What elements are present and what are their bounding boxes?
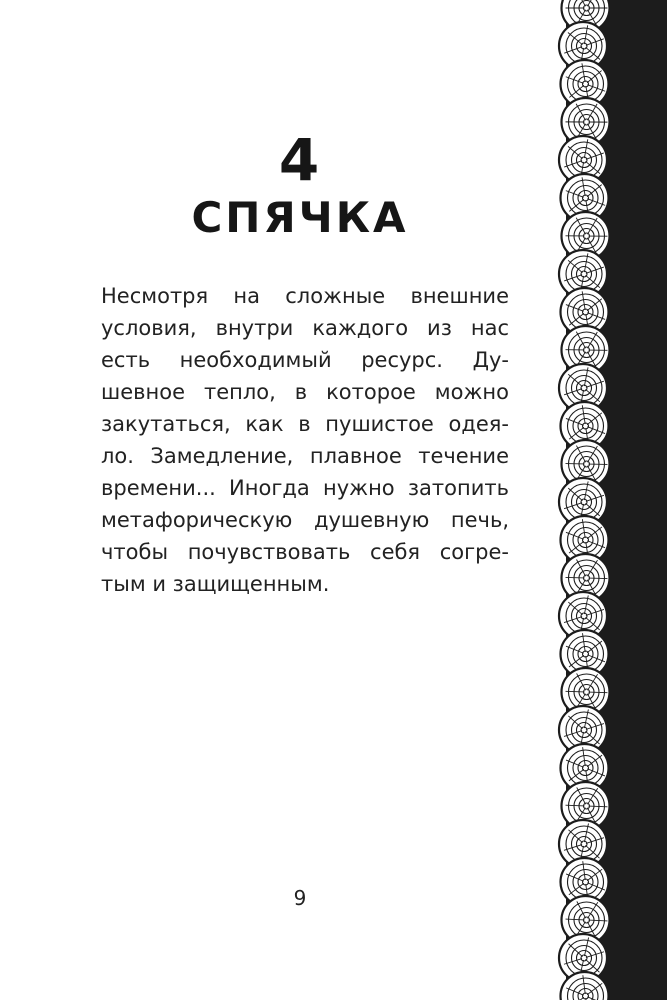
body-line: закутаться, как в пушистое одея-: [101, 412, 509, 436]
body-line: есть необходимый ресурс. Ду-: [101, 348, 509, 372]
body-line: чтобы почувствовать себя согре-: [101, 540, 509, 564]
body-line: времени... Иногда нужно затопить: [101, 476, 509, 500]
body-line: тым и защищенным.: [101, 572, 330, 596]
log-slices-border-icon: [548, 0, 667, 1000]
body-line: Несмотря на сложные внешние: [101, 284, 509, 308]
body-line: ло. Замедление, плавное течение: [101, 444, 509, 468]
chapter-title: СПЯЧКА: [191, 193, 409, 242]
body-line: условия, внутри каждого из нас: [101, 316, 509, 340]
page-number: 9: [293, 886, 307, 910]
body-line: шевное тепло, в которое можно: [101, 380, 509, 404]
body-line: метафорическую душевную печь,: [101, 508, 509, 532]
chapter-number: 4: [278, 126, 322, 194]
body-paragraph: [101, 280, 509, 600]
